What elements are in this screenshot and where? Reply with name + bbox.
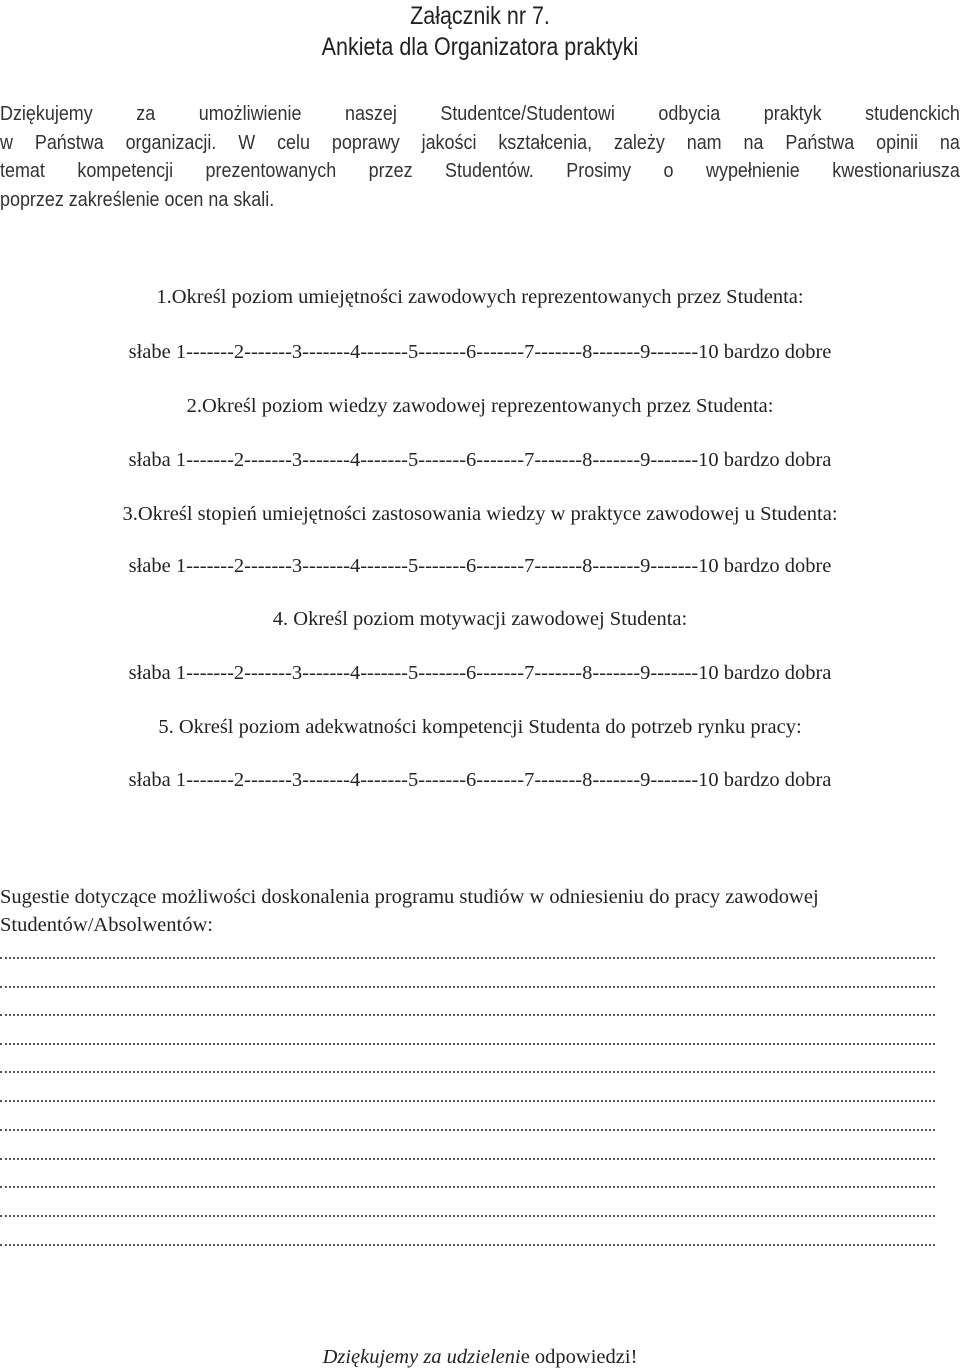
suggestions-label (0, 883, 960, 939)
question-1: 1.Określ poziom umiejętności zawodowych reprezentowanych przez Studenta: (156, 286, 804, 308)
intro-paragraph (0, 100, 960, 214)
survey-title: Ankieta dla Organizatora praktyki (321, 33, 639, 61)
answer-line[interactable] (0, 1100, 935, 1102)
rating-scale-3[interactable]: słabe 1-------2-------3-------4-------5-------6-------7-------8-------9-------10 bardzo dobre (128, 555, 832, 577)
question-3: 3.Określ stopień umiejętności zastosowania wiedzy w praktyce zawodowej u Studenta: (122, 503, 838, 525)
intro-line: temat kompetencji prezentowanych przez Studentów. Prosimy o wypełnienie kwestionariusza (0, 159, 960, 182)
intro-line: poprzez zakreślenie ocen na skali. (0, 187, 275, 211)
rating-scale-5[interactable]: słaba 1-------2-------3-------4-------5-------6-------7-------8-------9-------10 bardzo dobra (128, 769, 832, 791)
answer-line[interactable] (0, 986, 935, 988)
answer-line[interactable] (0, 1244, 935, 1246)
question-5: 5. Określ poziom adekwatności kompetencji Studenta do potrzeb rynku pracy: (158, 716, 802, 738)
answer-line[interactable] (0, 1043, 935, 1045)
question-4: 4. Określ poziom motywacji zawodowej Studenta: (272, 608, 688, 630)
question-2: 2.Określ poziom wiedzy zawodowej reprezentowanych przez Studenta: (186, 395, 774, 417)
answer-line[interactable] (0, 1215, 935, 1217)
rating-scale-1[interactable]: słabe 1-------2-------3-------4-------5-------6-------7-------8-------9-------10 bardzo dobre (128, 341, 832, 363)
suggestions-line: Sugestie dotyczące możliwości doskonalenia programu studiów w odniesieniu do pracy zawodowej (0, 886, 819, 908)
closing-thanks (0, 1346, 960, 1369)
closing-rest: e odpowiedzi! (520, 1346, 638, 1368)
answer-line[interactable] (0, 1014, 935, 1016)
answer-line[interactable] (0, 1129, 935, 1131)
rating-scale-4[interactable]: słaba 1-------2-------3-------4-------5-------6-------7-------8-------9-------10 bardzo dobra (128, 662, 832, 684)
answer-line[interactable] (0, 1158, 935, 1160)
answer-line[interactable] (0, 1186, 935, 1188)
rating-scale-2[interactable]: słaba 1-------2-------3-------4-------5-------6-------7-------8-------9-------10 bardzo dobra (128, 449, 832, 471)
answer-line[interactable] (0, 957, 935, 959)
intro-line: w Państwa organizacji. W celu poprawy jakości kształcenia, zależy nam na Państwa opinii na (0, 130, 960, 154)
suggestions-line: Studentów/Absolwentów: (0, 914, 213, 936)
answer-line[interactable] (0, 1071, 935, 1073)
intro-line: Dziękujemy za umożliwienie naszej Studentce/Studentowi odbycia praktyk studenckich (0, 102, 960, 125)
closing-italic: Dziękujemy za udzieleni (322, 1346, 521, 1368)
attachment-title: Załącznik nr 7. (410, 2, 550, 30)
